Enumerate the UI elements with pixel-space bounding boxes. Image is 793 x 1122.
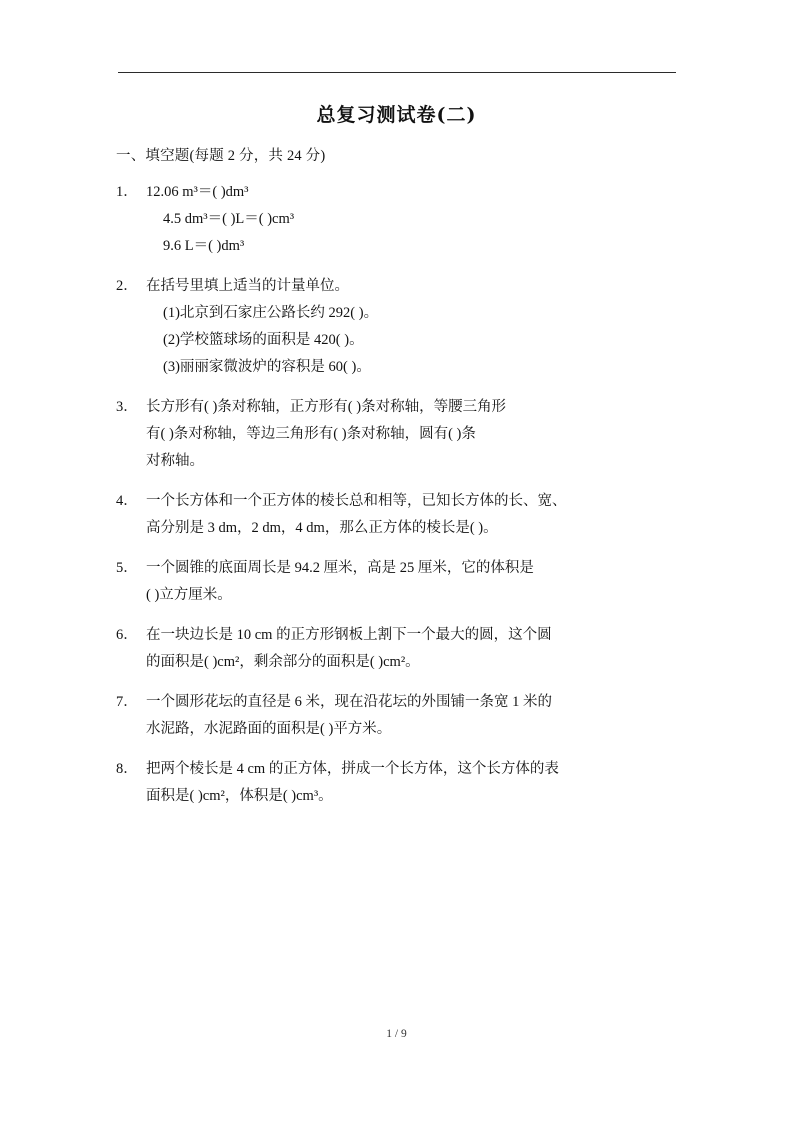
question-line: (2)学校篮球场的面积是 420( )。 bbox=[163, 332, 364, 348]
page-number: 1 / 9 bbox=[386, 1028, 407, 1040]
question-line: 一个圆锥的底面周长是 94.2 厘米，高是 25 厘米，它的体积是 bbox=[146, 560, 534, 576]
question-number: 1． bbox=[116, 184, 138, 200]
question-8 bbox=[116, 756, 681, 810]
question-line: 高分别是 3 dm，2 dm，4 dm，那么正方体的棱长是( )。 bbox=[146, 520, 498, 536]
question-line: 9.6 L＝( )dm³ bbox=[163, 238, 245, 254]
question-3 bbox=[116, 394, 681, 475]
question-line: ( )立方厘米。 bbox=[146, 587, 232, 603]
question-7 bbox=[116, 689, 681, 743]
question-text bbox=[146, 555, 681, 609]
question-line: 4.5 dm³＝( )L＝( )cm³ bbox=[163, 211, 295, 227]
question-line: 长方形有( )条对称轴，正方形有( )条对称轴，等腰三角形 bbox=[146, 399, 507, 415]
question-line: 的面积是( )cm²，剩余部分的面积是( )cm²。 bbox=[146, 654, 420, 670]
question-text bbox=[146, 622, 681, 676]
question-number: 6． bbox=[116, 627, 138, 643]
document-body bbox=[116, 143, 681, 823]
question-4 bbox=[116, 488, 681, 542]
question-number: 7． bbox=[116, 694, 138, 710]
question-line: 12.06 m³＝( )dm³ bbox=[146, 184, 249, 200]
question-line: (3)丽丽家微波炉的容积是 60( )。 bbox=[163, 359, 371, 375]
question-line: 一个长方体和一个正方体的棱长总和相等，已知长方体的长、宽、 bbox=[146, 493, 567, 509]
question-line: 面积是( )cm²，体积是( )cm³。 bbox=[146, 788, 333, 804]
question-number: 8． bbox=[116, 761, 138, 777]
question-text bbox=[146, 756, 681, 810]
question-line: 把两个棱长是 4 cm 的正方体，拼成一个长方体，这个长方体的表 bbox=[146, 761, 559, 777]
question-line: 一个圆形花坛的直径是 6 米，现在沿花坛的外围铺一条宽 1 米的 bbox=[146, 694, 552, 710]
question-number: 3． bbox=[116, 399, 138, 415]
question-text bbox=[146, 273, 681, 381]
question-text bbox=[146, 394, 681, 475]
question-text bbox=[146, 488, 681, 542]
question-1 bbox=[116, 179, 681, 260]
section-heading: 一、填空题(每题 2 分，共 24 分) bbox=[116, 148, 326, 164]
question-line: 在一块边长是 10 cm 的正方形钢板上割下一个最大的圆，这个圆 bbox=[146, 627, 552, 643]
question-text bbox=[146, 689, 681, 743]
question-text bbox=[146, 179, 681, 260]
question-line: 水泥路，水泥路面的面积是( )平方米。 bbox=[146, 721, 392, 737]
page-title: 总复习测试卷(二) bbox=[316, 104, 477, 126]
question-2 bbox=[116, 273, 681, 381]
question-number: 4． bbox=[116, 493, 138, 509]
question-line: 对称轴。 bbox=[146, 453, 204, 469]
question-number: 5． bbox=[116, 560, 138, 576]
question-line: 在括号里填上适当的计量单位。 bbox=[146, 278, 349, 294]
question-number: 2． bbox=[116, 278, 138, 294]
question-6 bbox=[116, 622, 681, 676]
question-5 bbox=[116, 555, 681, 609]
question-line: (1)北京到石家庄公路长约 292( )。 bbox=[163, 305, 379, 321]
header-divider bbox=[118, 72, 676, 73]
question-line: 有( )条对称轴，等边三角形有( )条对称轴，圆有( )条 bbox=[146, 426, 476, 442]
